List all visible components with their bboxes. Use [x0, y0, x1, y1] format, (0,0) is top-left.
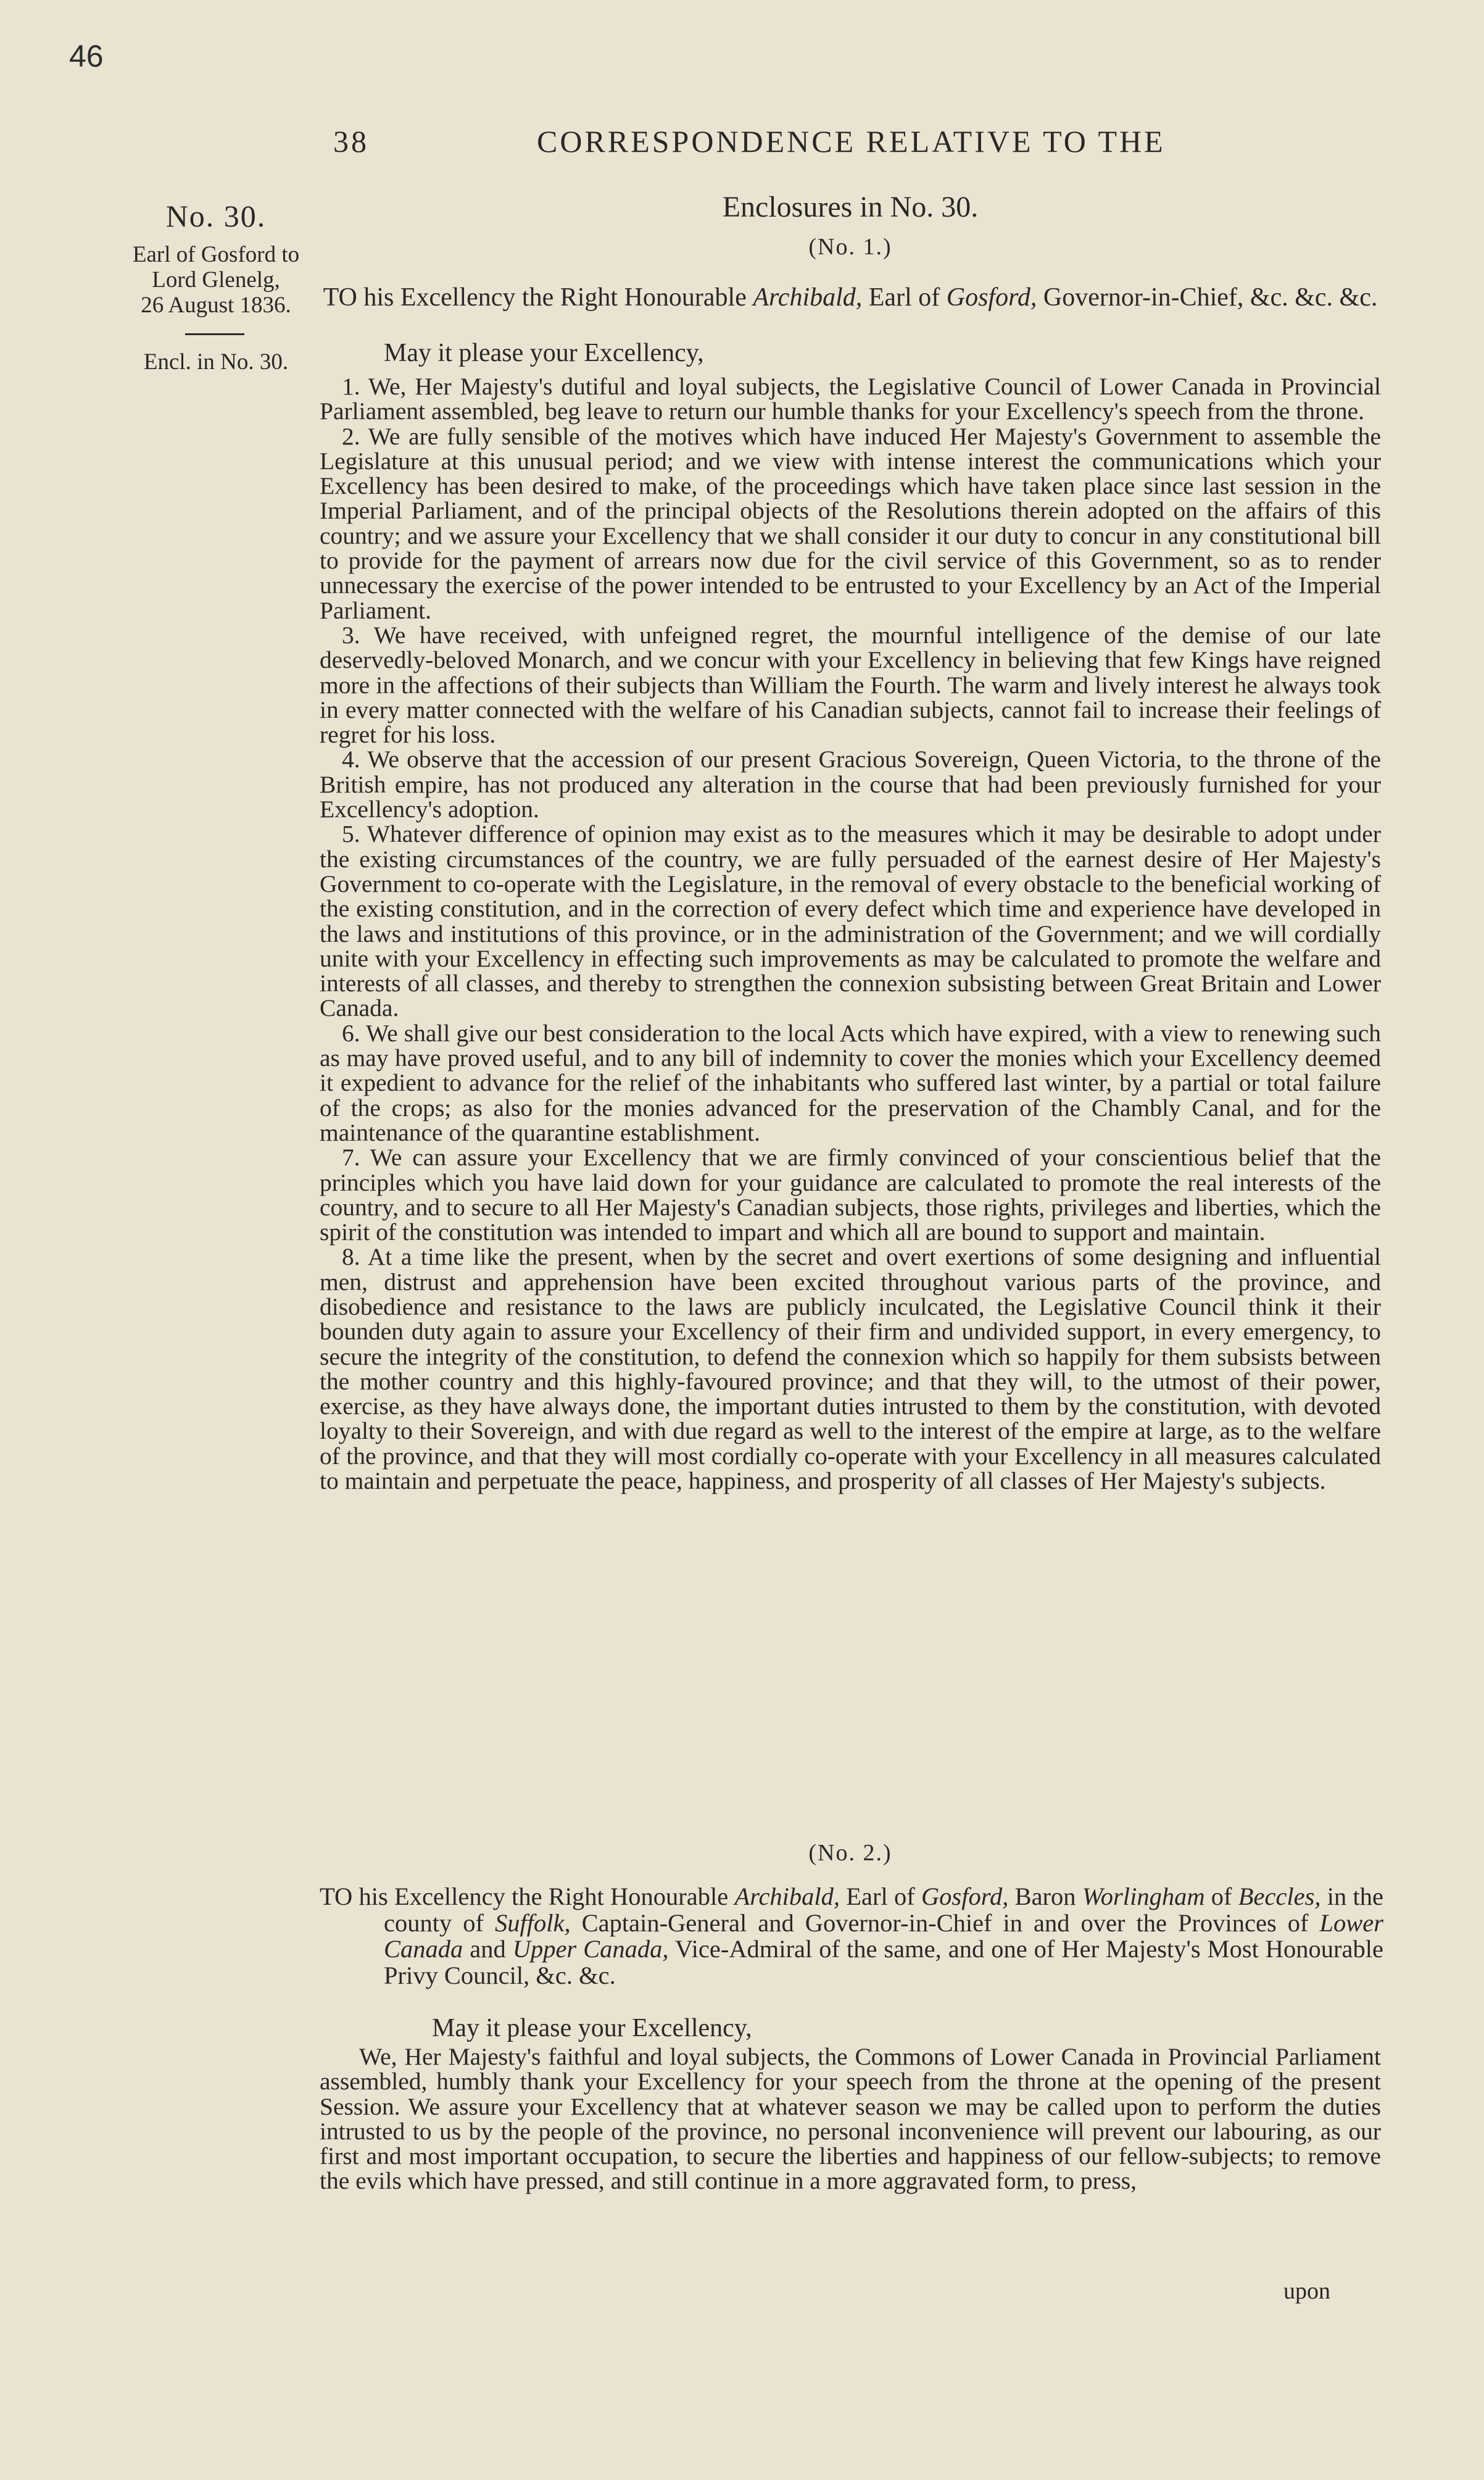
- address-title: Gosford,: [946, 283, 1037, 312]
- address-text: of: [1204, 1883, 1238, 1910]
- paragraph: 1. We, Her Majesty's dutiful and loyal subjects, the Legislative Council of Lower Canada in Provincial Parliament assembled, beg leave to return our humble thanks for your Excellency's speech from the throne.: [320, 373, 1381, 425]
- margin-enclosure-note: Encl. in No. 30.: [143, 349, 289, 375]
- address-proper-name: Worlingham: [1082, 1883, 1205, 1910]
- address-text: Baron: [1008, 1883, 1082, 1910]
- margin-sender-line: Lord Glenelg,: [152, 267, 280, 293]
- address-text: TO his Excellency the Right Honourable: [320, 1883, 735, 1910]
- address-text: Captain-General and Governor-in-Chief in and over the Provinces of: [570, 1908, 1320, 1937]
- address-text: in the county of: [384, 1883, 1383, 1937]
- address-proper-name: Gosford,: [921, 1883, 1009, 1910]
- paragraph: 7. We can assure your Excellency that we are firmly convinced of your conscientious belief that the principles which you have laid down for your guidance are calculated to promote the real interests of the country, and to secure to all Her Majesty's Canadian subjects, those rights, privileges and liberties, which the spirit of the constitution was intended to impart and which all are bound to support and maintain.: [320, 1144, 1381, 1246]
- address-text: Governor-in-Chief, &c. &c. &c.: [1037, 283, 1378, 312]
- paragraph: 8. At a time like the present, when by the secret and overt exertions of some designing and influential men, distrust and apprehension have been excited throughout various parts of the province, and disobedience and resistance to the laws are publicly inculcated, the Legislative Council think it their bounden duty again to assure your Excellency of their firm and undivided support, in every emergency, to secure the integrity of the constitution, to defend the connexion which so happily for them subsists between the mother country and this highly-favoured province; and that they will, to the utmost of their power, exercise, as they have always done, the important duties intrusted to them by the constitution, with devoted loyalty to their Sovereign, and with due regard as well to the interest of the empire at large, as to the welfare of the province, and that they will most cordially co-operate with your Excellency in all measures calculated to maintain and perpetuate the peace, happiness, and prosperity of all classes of Her Majesty's subjects.: [320, 1243, 1381, 1495]
- paragraph: We, Her Majesty's faithful and loyal subjects, the Commons of Lower Canada in Provincial Parliament assembled, humbly thank your Excellency for your speech from the throne at the opening of the present Session. We assure your Excellency that at whatever season we may be called upon to perform the duties intrusted to us by the people of the province, no personal inconvenience will prevent our labouring, as our first and most important occupation, to secure the liberties and happiness of our fellow-subjects; to remove the evils which have pressed, and still continue in a more aggravated form, to press,: [320, 2043, 1381, 2195]
- address-text: Earl of: [862, 283, 947, 312]
- paragraph: 3. We have received, with unfeigned regret, the mournful intelligence of the demise of our late deservedly-beloved Monarch, and we concur with your Excellency in believing that few Kings have reigned more in the affections of their subjects than William the Fourth. The warm and lively interest he always took in every matter connected with the welfare of his Canadian subjects, cannot fail to increase their feelings of regret for his loss.: [320, 621, 1381, 749]
- margin-sender-line: Earl of Gosford to: [132, 242, 300, 267]
- scan-page-number: 46: [69, 39, 104, 73]
- paragraph: 2. We are fully sensible of the motives which have induced Her Majesty's Government to assemble the Legislature at this unusual period; and we view with intense interest the communications which your Excellency has been desired to make, of the proceedings which have taken place since last session in the Imperial Parliament, and of the principal objects of the Resolutions therein adopted on the affairs of this country; and we assure your Excellency that we shall consider it our duty to concur in any constitutional bill to provide for the payment of arrears now due for the civil service of this Government, so as to render unnecessary the exercise of the power intended to be entrusted to your Excellency by an Act of the Imperial Parliament.: [320, 422, 1381, 624]
- running-head: [333, 123, 1308, 167]
- enclosure-2-body: [320, 2044, 1381, 2194]
- address-proper-name: Suffolk,: [494, 1908, 571, 1937]
- address-proper-name: Lower Canada: [384, 1908, 1383, 1963]
- margin-sender-note: [93, 242, 339, 318]
- enclosure-2-heading: (No. 2.): [808, 1840, 892, 1866]
- header-title: CORRESPONDENCE RELATIVE TO THE: [537, 124, 1166, 159]
- enclosure-1-salutation: May it please your Excellency,: [384, 339, 704, 367]
- enclosures-heading: Enclosures in No. 30.: [722, 191, 979, 223]
- address-proper-name: Upper Canada,: [512, 1935, 669, 1963]
- margin-divider: [185, 333, 244, 335]
- paragraph: 6. We shall give our best consideration to the local Acts which have expired, with a view to renewing such as may have proved useful, and to any bill of indemnity to cover the monies which your Excellency deemed it expedient to advance for the relief of the inhabitants who suffered last winter, by a partial or total failure of the crops; as also for the monies advanced for the preservation of the Chambly Canal, and for the maintenance of the quarantine establishment.: [320, 1019, 1381, 1146]
- enclosure-1-heading: (No. 1.): [808, 234, 892, 260]
- margin-sender-line: 26 August 1836.: [141, 293, 291, 318]
- enclosure-1-address: [320, 284, 1381, 311]
- enclosure-1-body: [320, 374, 1381, 1493]
- margin-document-number: No. 30.: [165, 199, 267, 233]
- address-proper-name: Archibald,: [734, 1883, 840, 1910]
- address-text: Earl of: [840, 1883, 921, 1910]
- paragraph: 5. Whatever difference of opinion may exist as to the measures which it may be desirable to adopt under the existing circumstances of the country, we are fully persuaded of the earnest desire of Her Majesty's Government to co-operate with the Legislature, in the removal of every obstacle to the beneficial working of the existing constitution, and in the correction of every defect which time and experience have developed in the laws and institutions of this province, or in the administration of the Government; and we will cordially unite with your Excellency in effecting such improvements as may be calculated to promote the welfare and interests of all classes, and thereby to strengthen the connexion subsisting between Great Britain and Lower Canada.: [320, 820, 1381, 1022]
- address-text: TO his Excellency the Right Honourable: [323, 283, 753, 312]
- enclosure-2-address: [320, 1884, 1383, 1989]
- paragraph: 4. We observe that the accession of our present Gracious Sovereign, Queen Victoria, to the throne of the British empire, has not produced any alteration in the course that had been previously furnished for your Excellency's adoption.: [320, 746, 1381, 823]
- address-text: and: [463, 1935, 513, 1963]
- printed-page-number: 38: [333, 124, 369, 159]
- catchword: upon: [1283, 2278, 1330, 2304]
- address-name: Archibald,: [753, 283, 863, 312]
- address-proper-name: Beccles,: [1238, 1883, 1321, 1910]
- address-text: Vice-Admiral of the same, and one of Her Majesty's Most Honourable Privy Council, &c. &c.: [384, 1935, 1383, 1989]
- enclosure-2-salutation: May it please your Excellency,: [432, 2014, 752, 2042]
